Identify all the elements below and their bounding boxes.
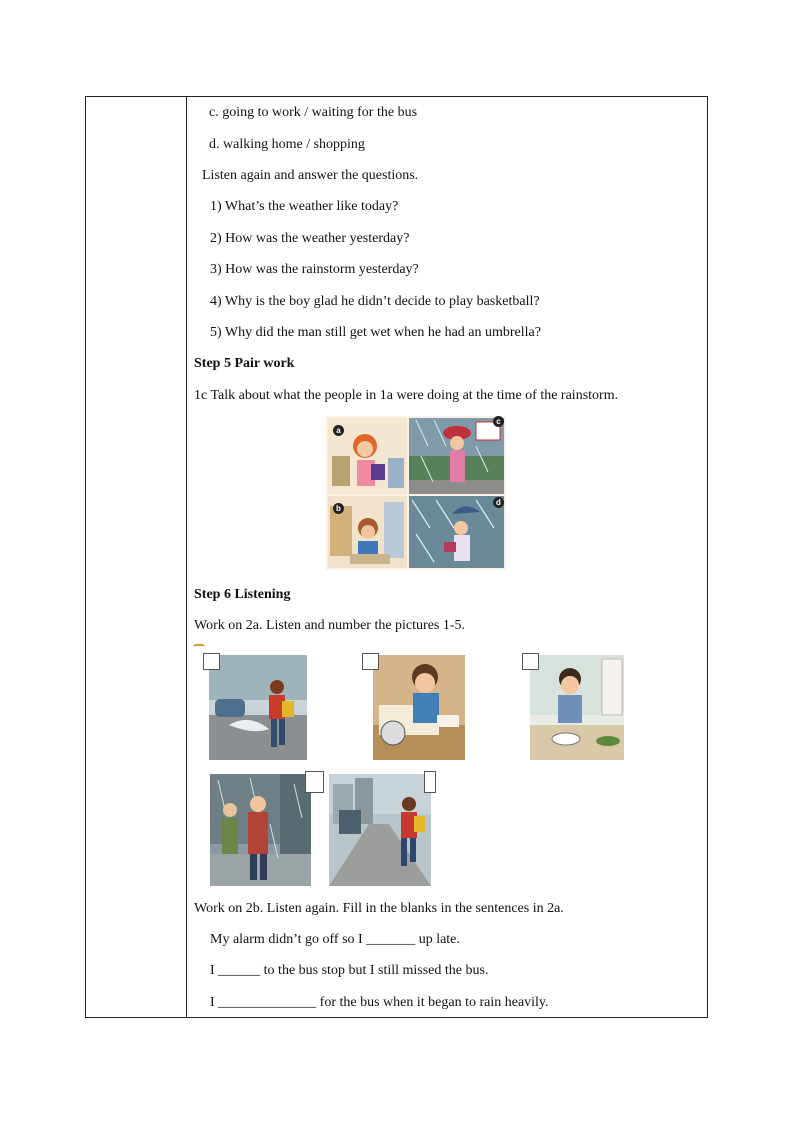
question-2: 2) How was the weather yesterday?: [210, 231, 410, 246]
option-c: c. going to work / waiting for the bus: [209, 105, 418, 120]
panel-label-b: b: [333, 503, 344, 514]
answer-box-1[interactable]: [203, 653, 220, 670]
question-4: 4) Why is the boy glad he didn’t decide to play basketball?: [210, 294, 540, 309]
answer-box-5[interactable]: [424, 771, 436, 793]
listen-again-instruction: Listen again and answer the questions.: [202, 168, 419, 183]
picture-boy-eating-breakfast: [530, 655, 624, 760]
talk-1c-instruction: 1c Talk about what the people in 1a were doing at the time of the rainstorm.: [194, 388, 619, 403]
rainstorm-picture-grid: [326, 416, 506, 570]
picture-people-in-rain: [210, 774, 311, 886]
panel-label-d: d: [493, 497, 504, 508]
sentence-3: I ______________ for the bus when it began to rain heavily.: [210, 995, 549, 1010]
panel-label-c: c: [493, 416, 504, 427]
sentence-1: My alarm didn’t go off so I _______ up late.: [210, 932, 460, 947]
picture-boy-running-to-bus: [329, 774, 431, 886]
step5-heading: Step 5 Pair work: [194, 356, 295, 371]
orange-mark: [193, 644, 205, 650]
answer-box-3[interactable]: [522, 653, 539, 670]
question-5: 5) Why did the man still get wet when he had an umbrella?: [210, 325, 541, 340]
question-3: 3) How was the rainstorm yesterday?: [210, 262, 419, 277]
picture-boy-splashed-by-car: [209, 655, 307, 760]
answer-box-2[interactable]: [362, 653, 379, 670]
work-2a-instruction: Work on 2a. Listen and number the pictures 1-5.: [194, 618, 466, 633]
step6-heading: Step 6 Listening: [194, 587, 291, 602]
answer-box-4[interactable]: [305, 771, 324, 793]
work-2b-instruction: Work on 2b. Listen again. Fill in the blanks in the sentences in 2a.: [194, 901, 564, 916]
panel-label-a: a: [333, 425, 344, 436]
option-d: d. walking home / shopping: [209, 137, 365, 152]
picture-boy-oversleeps-alarm-clock: [373, 655, 465, 760]
sentence-2: I ______ to the bus stop but I still missed the bus.: [210, 963, 489, 978]
question-1: 1) What’s the weather like today?: [210, 199, 399, 214]
column-divider: [186, 97, 187, 1017]
